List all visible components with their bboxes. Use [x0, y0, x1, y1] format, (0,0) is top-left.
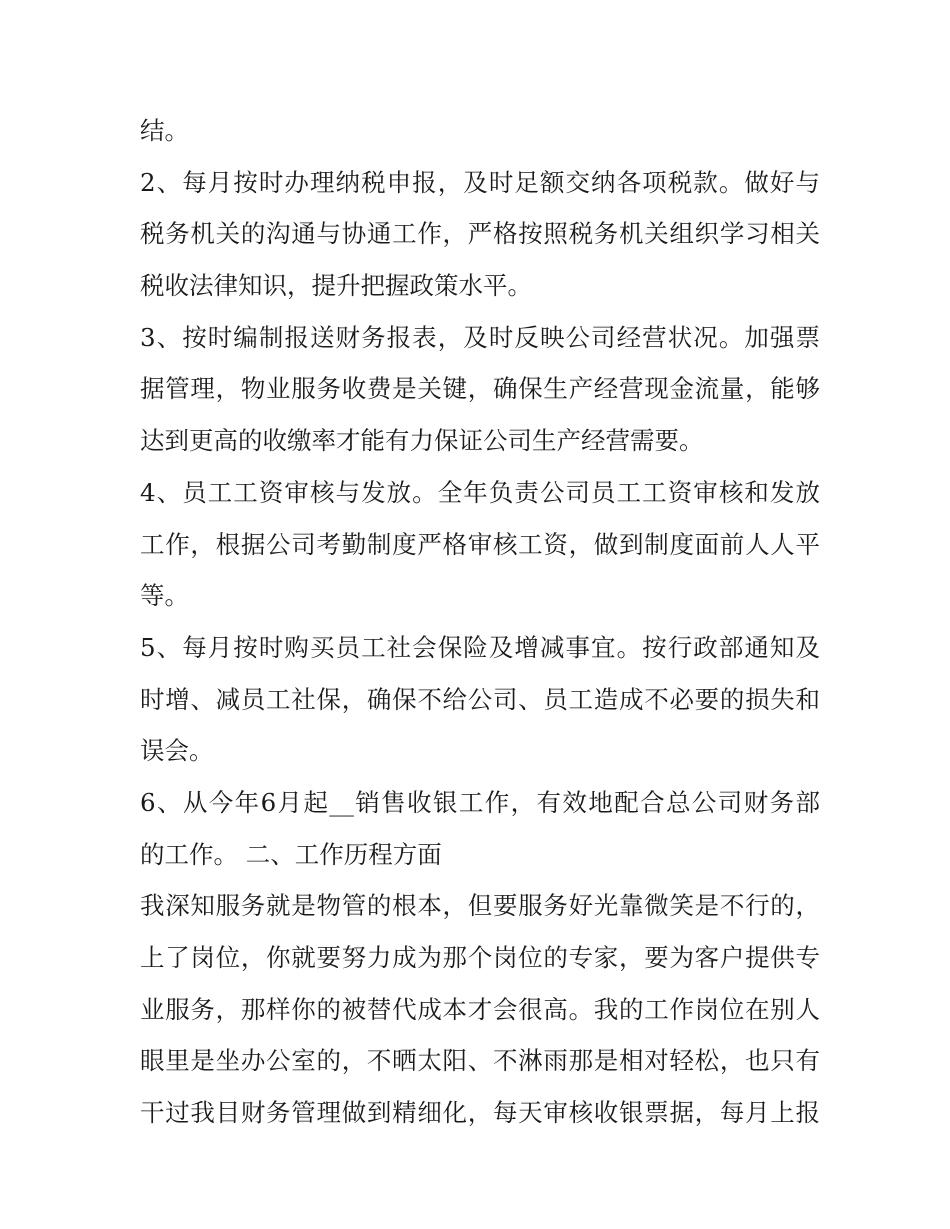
text-line: 税务机关的沟通与协通工作，严格按照税务机关组织学习相关: [140, 219, 820, 249]
text-line: 眼里是坐办公室的，不晒太阳、不淋雨那是相对轻松，也只有: [140, 1046, 820, 1076]
text-line: 干过我目财务管理做到精细化，每天审核收银票据，每月上报: [140, 1098, 820, 1128]
text-line: 3、按时编制报送财务报表，及时反映公司经营状况。加强票: [140, 322, 820, 352]
text-line: 上了岗位，你就要努力成为那个岗位的专家，要为客户提供专: [140, 943, 820, 972]
text-line: 等。: [140, 581, 189, 611]
text-line: 5、每月按时购买员工社会保险及增减事宜。按行政部通知及: [140, 632, 820, 662]
text-line: 达到更高的收缴率才能有力保证公司生产经营需要。: [140, 426, 704, 456]
text-line: 的工作。 二、工作历程方面: [140, 839, 442, 869]
text-line: 我深知服务就是物管的根本，但要服务好光靠微笑是不行的，: [140, 891, 820, 921]
document-body: [140, 105, 820, 1139]
text-line: 4、员工工资审核与发放。全年负责公司员工工资审核和发放: [140, 477, 820, 507]
text-line: 据管理，物业服务收费是关键，确保生产经营现金流量，能够: [140, 374, 820, 404]
text-line: 2、每月按时办理纳税申报，及时足额交纳各项税款。做好与: [140, 167, 820, 197]
text-line: 时增、减员工社保，确保不给公司、员工造成不必要的损失和: [140, 684, 820, 714]
text-line: 结。: [140, 116, 189, 145]
text-line: 工作，根据公司考勤制度严格审核工资，做到制度面前人人平: [140, 529, 820, 559]
text-line: 6、从今年6月起__销售收银工作，有效地配合总公司财务部: [140, 787, 820, 817]
text-line: 业服务，那样你的被替代成本才会很高。我的工作岗位在别人: [140, 994, 820, 1024]
text-line: 税收法律知识，提升把握政策水平。: [140, 271, 532, 301]
text-line: 误会。: [140, 736, 214, 766]
